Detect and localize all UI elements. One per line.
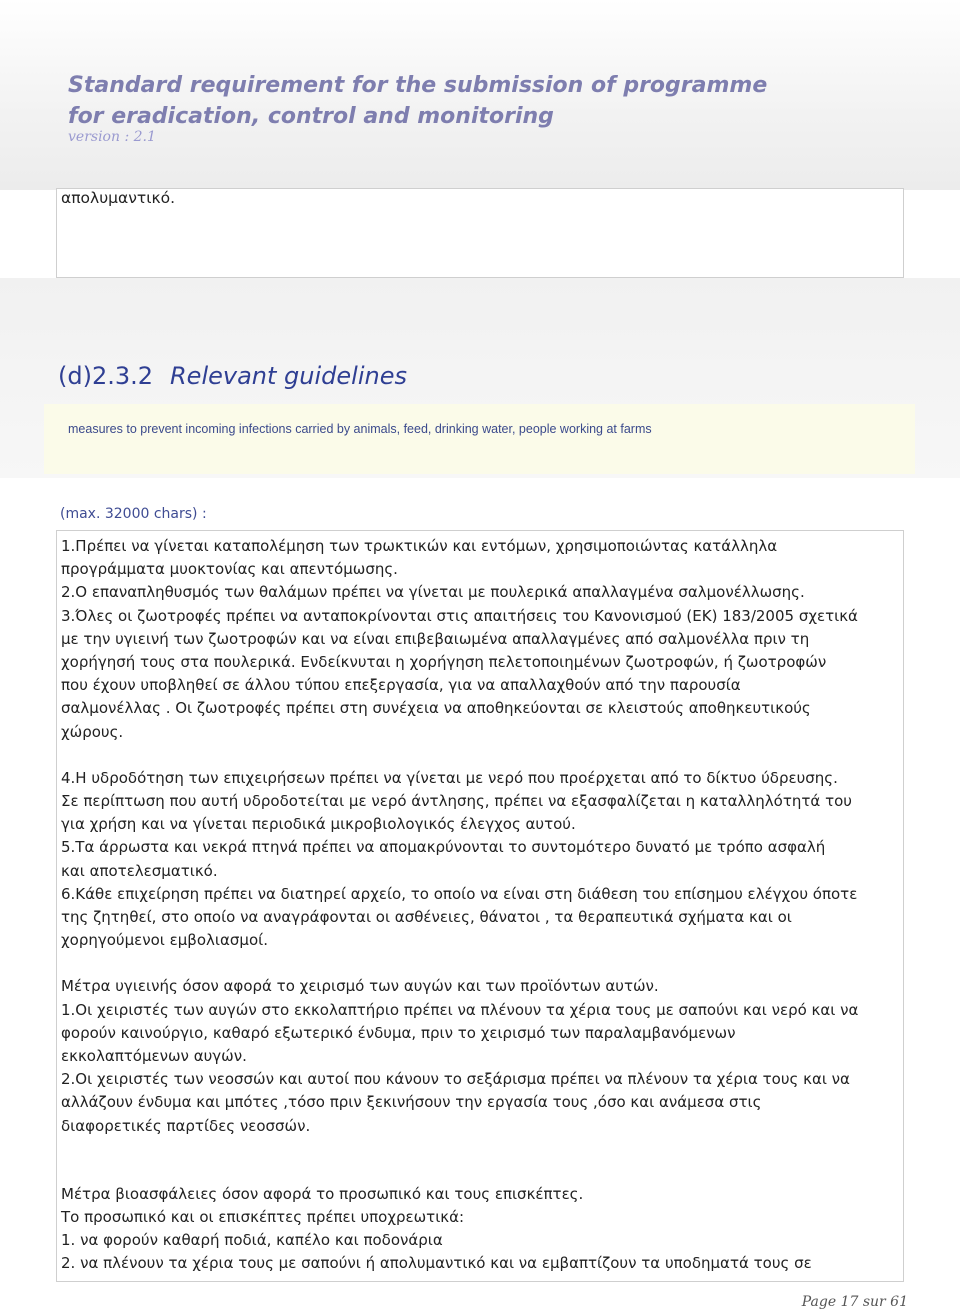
text-line: της ζητηθεί, στο οποίο να αναγράφονται οι ασθένειες, θάνατοι , τα θεραπευτικά σχήματα και οι xyxy=(61,908,792,927)
text-line: αλλάζουν ένδυμα και μπότες ,τόσο πριν ξεκινήσουν την εργασία τους ,όσο και ανάμεσα στις xyxy=(61,1093,762,1112)
text-line: που έχουν υποβληθεί σε άλλου τύπου επεξεργασία, για να απαλλαχθούν από την παρουσία xyxy=(61,676,741,695)
text-line: φορούν καινούργιο, καθαρό εξωτερικό ένδυμα, πριν το χειρισμό των παραλαμβανόμενων xyxy=(61,1023,736,1042)
text-line: χορήγησή τους στα πουλερικά. Ενδείκνυται η χορήγηση πελετοποιημένων ζωοτροφών, ή ζωοτροφών xyxy=(61,653,827,672)
title-line-1: Standard requirement for the submission of programme xyxy=(68,73,768,98)
spacer xyxy=(61,1138,901,1183)
paragraph-group-2 xyxy=(61,767,901,953)
text-line: 4.Η υδροδότηση των επιχειρήσεων πρέπει να γίνεται με νερό που προέρχεται από το δίκτυο ύδρευσης. xyxy=(61,768,838,787)
document-title xyxy=(68,70,768,132)
text-line: 1.Πρέπει να γίνεται καταπολέμηση των τρωκτικών και εντόμων, χρησιμοποιώντας κατάλληλα xyxy=(61,537,778,555)
spacer xyxy=(61,952,901,975)
text-line: για χρήση και να γίνεται περιοδικά μικροβιολογικός έλεγχος αυτού. xyxy=(61,815,576,834)
text-line: 2.Ο επαναπληθυσμός των θαλάμων πρέπει να γίνεται με πουλερικά απαλλαγμένα σαλμονέλλωσης. xyxy=(61,583,805,602)
text-line: και αποτελεσματικό. xyxy=(61,861,218,880)
section-heading xyxy=(58,362,407,390)
section-number: (d)2.3.2 xyxy=(58,362,154,390)
text-line: χορηγούμενοι εμβολιασμοί. xyxy=(61,931,268,950)
answer-text-box xyxy=(56,530,904,1282)
max-chars-label: (max. 32000 chars) : xyxy=(60,506,207,522)
text-line: 2. να πλένουν τα χέρια τους με σαπούνι ή απολυμαντικό και να εμβαπτίζουν τα υποδηματά τους σε xyxy=(61,1254,812,1273)
answer-text xyxy=(61,535,901,1276)
text-line: με την υγιεινή των ζωοτροφών και να είναι επιβεβαιωμένα απαλλαγμένες από σαλμονέλλα πριν τη xyxy=(61,629,810,648)
paragraph-group-3 xyxy=(61,975,901,1137)
version-label: version : 2.1 xyxy=(68,129,156,145)
text-line: Μέτρα υγιεινής όσον αφορά το χειρισμό των αυγών και των προϊόντων αυτών. xyxy=(61,977,659,996)
section-title: Relevant guidelines xyxy=(170,362,407,390)
page-number: Page 17 sur 61 xyxy=(801,1294,908,1310)
text-line: 1. να φορούν καθαρή ποδιά, καπέλο και ποδονάρια xyxy=(61,1231,443,1250)
text-line: 3.Όλες οι ζωοτροφές πρέπει να ανταποκρίνονται στις απαιτήσεις του Κανονισμού (ΕΚ) 183/2005 σχετικά xyxy=(61,606,858,625)
spacer xyxy=(61,744,901,767)
text-line: εκκολαπτόμενων αυγών. xyxy=(61,1047,247,1066)
previous-answer-box xyxy=(56,188,904,278)
text-line: Σε περίπτωση που αυτή υδροδοτείται με νερό άντλησης, πρέπει να εξασφαλίζεται η καταλληλότητά του xyxy=(61,792,852,811)
text-line: 6.Κάθε επιχείρηση πρέπει να διατηρεί αρχείο, το οποίο να είναι στη διάθεση του επίσημου ελέγχου όποτε xyxy=(61,884,858,903)
previous-answer-text: απολυμαντικό. xyxy=(61,189,176,207)
text-line: διαφορετικές παρτίδες νεοσσών. xyxy=(61,1116,311,1135)
text-line: Το προσωπικό και οι επισκέπτες πρέπει υποχρεωτικά: xyxy=(61,1208,465,1227)
text-line: 2.Οι χειριστές των νεοσσών και αυτοί που κάνουν το σεξάρισμα πρέπει να πλένουν τα χέρια τους και να xyxy=(61,1070,850,1089)
section-description: measures to prevent incoming infections carried by animals, feed, drinking water, people working at farms xyxy=(68,422,652,436)
text-line: 1.Οι χειριστές των αυγών στο εκκολαπτήριο πρέπει να πλένουν τα χέρια τους με σαπούνι και νερό και να xyxy=(61,1000,859,1019)
text-line: προγράμματα μυοκτονίας και απεντόμωσης. xyxy=(61,560,398,579)
paragraph-group-4 xyxy=(61,1183,901,1276)
paragraph-group-1 xyxy=(61,535,901,744)
text-line: σαλμονέλλας . Οι ζωοτροφές πρέπει στη συνέχεια να αποθηκεύονται σε κλειστούς αποθηκευτικούς xyxy=(61,699,811,718)
title-line-2: for eradication, control and monitoring xyxy=(68,104,554,129)
text-line: Μέτρα βιοασφάλειες όσον αφορά το προσωπικό και τους επισκέπτες. xyxy=(61,1184,584,1203)
text-line: 5.Τα άρρωστα και νεκρά πτηνά πρέπει να απομακρύνονται το συντομότερο δυνατό με τρόπο ασφαλή xyxy=(61,838,826,857)
section-description-box xyxy=(44,404,915,474)
text-line: χώρους. xyxy=(61,722,124,741)
